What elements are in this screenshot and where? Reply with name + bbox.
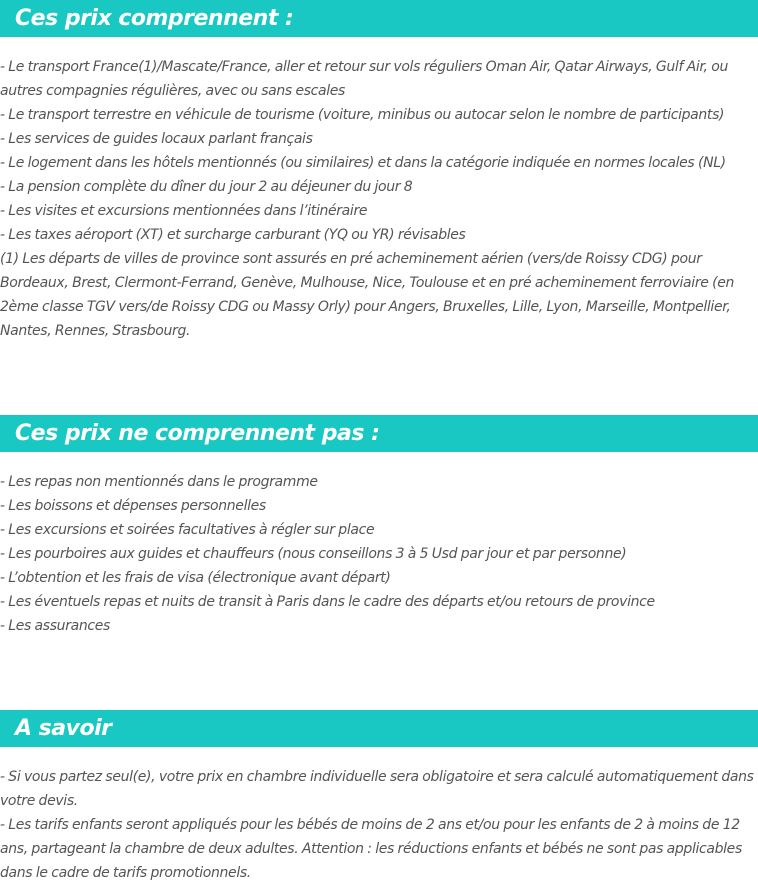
good-to-know-section	[0, 710, 758, 885]
not-included-list	[0, 470, 758, 638]
list-item: - Les boissons et dépenses personnelles	[0, 498, 266, 514]
footnote: (1) Les départs de villes de province sont assurés en pré acheminement aérien (vers/de Roissy CDG) pour Bordeaux, Brest, Clermont-Ferrand, Genève, Mulhouse, Nice, Toulouse et en pré acheminement ferroviaire (en 2ème classe TGV vers/de Roissy CDG ou Massy Orly) pour Angers, Bruxelles, Lille, Lyon, Marseille, Montpellier, Nantes, Rennes, Strasbourg.	[0, 251, 734, 339]
list-item: - Si vous partez seul(e), votre prix en chambre individuelle sera obligatoire et sera calculé automatiquement dans votre devis.	[0, 769, 754, 809]
list-item: - L’obtention et les frais de visa (électronique avant départ)	[0, 570, 391, 586]
list-item: - Les visites et excursions mentionnées dans l’itinéraire	[0, 203, 368, 219]
list-item: - Les services de guides locaux parlant français	[0, 131, 313, 147]
not-included-section	[0, 415, 758, 638]
list-item: - Les repas non mentionnés dans le programme	[0, 474, 318, 490]
list-item: - Le transport France(1)/Mascate/France, aller et retour sur vols réguliers Oman Air, Qatar Airways, Gulf Air, ou autres compagnies régulières, avec ou sans escales	[0, 59, 728, 99]
included-title: Ces prix comprennent :	[15, 6, 294, 31]
not-included-title: Ces prix ne comprennent pas :	[15, 421, 380, 446]
list-item: - La pension complète du dîner du jour 2 au déjeuner du jour 8	[0, 179, 413, 195]
list-item: - Le transport terrestre en véhicule de tourisme (voiture, minibus ou autocar selon le nombre de participants)	[0, 107, 725, 123]
list-item: - Les éventuels repas et nuits de transit à Paris dans le cadre des départs et/ou retours de province	[0, 594, 655, 610]
good-to-know-list	[0, 765, 758, 885]
not-included-header	[0, 415, 758, 452]
included-section	[0, 0, 758, 343]
list-item: - Les assurances	[0, 618, 110, 634]
list-item: - Le logement dans les hôtels mentionnés (ou similaires) et dans la catégorie indiquée en normes locales (NL)	[0, 155, 726, 171]
good-to-know-title: A savoir	[15, 716, 112, 741]
list-item: - Les excursions et soirées facultatives à régler sur place	[0, 522, 375, 538]
list-item: - Les pourboires aux guides et chauffeurs (nous conseillons 3 à 5 Usd par jour et par personne)	[0, 546, 627, 562]
list-item: - Les tarifs enfants seront appliqués pour les bébés de moins de 2 ans et/ou pour les enfants de 2 à moins de 12 ans, partageant la chambre de deux adultes. Attention : les réductions enfants et bébés ne sont pas applicables dans le cadre de tarifs promotionnels.	[0, 817, 742, 881]
list-item: - Les taxes aéroport (XT) et surcharge carburant (YQ ou YR) révisables	[0, 227, 466, 243]
good-to-know-header	[0, 710, 758, 747]
included-header	[0, 0, 758, 37]
included-list	[0, 55, 758, 343]
